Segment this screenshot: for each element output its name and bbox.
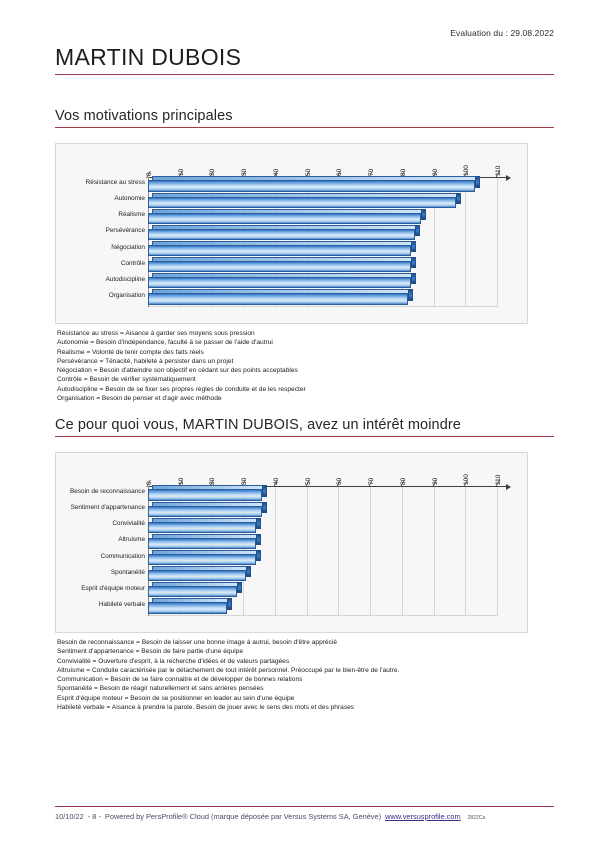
- bar-side-face: [256, 518, 261, 529]
- category-label: Contrôle: [120, 259, 145, 267]
- bar: [148, 261, 411, 272]
- axis-tick-label: 80: [400, 477, 408, 485]
- bar: [148, 245, 411, 256]
- category-label: Convivialité: [112, 520, 145, 528]
- category-label: Besoin de reconnaissance: [70, 488, 145, 496]
- axis-tick-label: 110: [495, 474, 503, 485]
- legend-line: Convivialité = Ouverture d'esprit, à la recherche d'idées et de valeurs partagées: [57, 657, 290, 665]
- section-1-title: Vos motivations principales: [55, 108, 233, 124]
- axis-tick-label: 100: [463, 165, 471, 176]
- footer-page-number: - 8 -: [87, 812, 101, 821]
- chart-2-floor-line: [148, 615, 497, 616]
- bar: [148, 602, 227, 613]
- page-title: MARTIN DUBOIS: [55, 44, 242, 70]
- section-heading-motivations: [55, 108, 554, 128]
- legend-line: Communication = Besoin de se faire connaitre et de développer de bonnes relations: [57, 676, 303, 684]
- chart-gridline: [465, 178, 466, 307]
- chart-1-category-axis: [64, 151, 148, 315]
- chart-1-floor-line: [148, 306, 497, 307]
- bar-side-face: [456, 193, 461, 204]
- chart-1-bars: [146, 151, 503, 315]
- bar: [148, 570, 246, 581]
- bar-side-face: [262, 485, 267, 496]
- title-divider: [55, 74, 554, 75]
- bar-side-face: [246, 566, 251, 577]
- axis-tick-label: 0: [146, 172, 154, 176]
- category-label: Habileté verbale: [98, 600, 145, 608]
- chart-gridline: [402, 487, 403, 616]
- section-2-title: Ce pour quoi vous, MARTIN DUBOIS, avez un intérêt moindre: [55, 417, 461, 433]
- axis-tick-label: 50: [304, 477, 312, 485]
- bar: [148, 197, 456, 208]
- legend-line: Habileté verbale = Aisance à prendre la parole. Besoin de jouer avec le sens des mots et des phrases: [57, 704, 355, 712]
- chart-gridline: [370, 487, 371, 616]
- legend-line: Spontanéité = Besoin de réagir naturellement et sans arrières pensées: [57, 685, 264, 693]
- chart-2-category-axis: [64, 460, 148, 624]
- legend-interet-moindre: [57, 638, 560, 712]
- bar-side-face: [262, 502, 267, 513]
- axis-tick-label: 60: [336, 168, 344, 176]
- legend-line: Sentiment d'appartenance = Besoin de faire partie d'une équipe: [57, 648, 243, 656]
- section-1-divider: [55, 127, 554, 128]
- bar-side-face: [411, 257, 416, 268]
- bar-side-face: [415, 225, 420, 236]
- chart-gridline: [465, 487, 466, 616]
- bar: [148, 506, 262, 517]
- legend-line: Persévérance = Ténacité, habileté à persister dans un projet: [57, 357, 234, 365]
- axis-tick-label: 30: [241, 477, 249, 485]
- axis-tick-label: 0: [146, 481, 154, 485]
- bar-side-face: [256, 534, 261, 545]
- axis-tick-label: 30: [241, 168, 249, 176]
- bar-side-face: [408, 289, 413, 300]
- legend-line: Esprit d'équipe moteur = Besoin de se positionner en leader au sein d'une équipe: [57, 694, 295, 702]
- category-label: Spontanéité: [110, 568, 145, 576]
- chart-motivations-principales: [55, 143, 528, 324]
- bar: [148, 277, 411, 288]
- axis-tick-label: 10: [177, 168, 185, 176]
- legend-line: Besoin de reconnaissance = Besoin de laisser une bonne image à autrui, besoin d'être apprécié: [57, 639, 338, 646]
- bar: [148, 522, 256, 533]
- category-label: Sentiment d'appartenance: [70, 504, 145, 512]
- legend-line: Négociation = Besoin d'atteindre son objectif en cédant sur des points acceptables: [57, 367, 298, 375]
- title-block: [55, 44, 554, 75]
- bar: [148, 554, 256, 565]
- axis-tick-label: 90: [431, 168, 439, 176]
- axis-tick-label: 110: [495, 165, 503, 176]
- axis-tick-label: 100: [463, 474, 471, 485]
- category-label: Autonomie: [114, 195, 145, 203]
- category-label: Autodiscipline: [105, 275, 145, 283]
- section-heading-interet-moindre: [55, 417, 554, 437]
- axis-tick-label: 90: [431, 477, 439, 485]
- chart-gridline: [497, 178, 498, 307]
- chart-gridline: [307, 487, 308, 616]
- bar-side-face: [237, 582, 242, 593]
- category-label: Communication: [100, 552, 145, 560]
- axis-tick-label: 70: [368, 168, 376, 176]
- chart-1-plot-area: [64, 151, 519, 315]
- axis-tick-label: 40: [273, 477, 281, 485]
- chart-2-bars: [146, 460, 503, 624]
- footer-powered-by: Powered by PersProfile® Cloud (marque déposée par Versus Systems SA, Genève): [104, 812, 382, 821]
- bar: [148, 293, 408, 304]
- legend-line: Organisation = Besoin de penser et d'agir avec méthode: [57, 395, 222, 403]
- bar: [148, 229, 415, 240]
- bar-side-face: [227, 598, 232, 609]
- bar: [148, 586, 237, 597]
- chart-gridline: [497, 487, 498, 616]
- axis-tick-label: 80: [400, 168, 408, 176]
- legend-line: Altruisme = Conduite caractérisée par le détachement de tout intérêt personnel. Préoccupé par le bien-être de l'autre.: [57, 666, 400, 674]
- category-label: Négociation: [111, 243, 145, 251]
- legend-line: Autodiscipline = Besoin de se fixer ses propres règles de conduite et de les respecter: [57, 385, 306, 393]
- legend-motivations: [57, 329, 560, 403]
- section-2-divider: [55, 436, 554, 437]
- axis-tick-label: 40: [273, 168, 281, 176]
- footer-date: 10/10/22: [55, 812, 84, 821]
- chart-2-plot-area: [64, 460, 519, 624]
- bar-side-face: [411, 241, 416, 252]
- category-label: Esprit d'équipe moteur: [81, 584, 145, 592]
- chart-gridline: [275, 487, 276, 616]
- bar-side-face: [421, 209, 426, 220]
- chart-gridline: [434, 487, 435, 616]
- bar: [148, 489, 262, 500]
- chart-2-value-axis-labels: [146, 460, 503, 486]
- footer-divider: [55, 806, 554, 807]
- legend-line: Réalisme = Volonté de tenir compte des faits réels: [57, 348, 204, 356]
- bar: [148, 180, 475, 191]
- bar: [148, 213, 421, 224]
- category-label: Réalisme: [118, 211, 145, 219]
- axis-tick-label: 70: [368, 477, 376, 485]
- legend-line: Résistance au stress = Aisance à garder ses moyens sous pression: [57, 330, 255, 337]
- category-label: Organisation: [108, 291, 145, 299]
- axis-tick-label: 10: [177, 477, 185, 485]
- bar: [148, 538, 256, 549]
- axis-tick-label: 60: [336, 477, 344, 485]
- footer-doc-code: 2822Ca: [467, 815, 486, 821]
- footer-website-link[interactable]: www.versusprofile.com: [385, 812, 461, 821]
- axis-tick-label: 20: [209, 477, 217, 485]
- legend-line: Autonomie = Besoin d'indépendance, faculté à se passer de l'aide d'autrui: [57, 339, 273, 347]
- category-label: Altruisme: [118, 536, 145, 544]
- chart-interet-moindre: [55, 452, 528, 633]
- page-footer: [55, 812, 558, 821]
- axis-tick-label: 20: [209, 168, 217, 176]
- axis-tick-label: 50: [304, 168, 312, 176]
- category-label: Résistance au stress: [85, 179, 145, 187]
- bar-side-face: [475, 176, 480, 187]
- bar-side-face: [256, 550, 261, 561]
- evaluation-date: Evaluation du : 29.08.2022: [450, 28, 554, 38]
- legend-line: Contrôle = Besoin de vérifier systématiquement: [57, 376, 196, 384]
- chart-gridline: [338, 487, 339, 616]
- bar-side-face: [411, 273, 416, 284]
- chart-1-value-axis-labels: [146, 151, 503, 177]
- category-label: Persévérance: [105, 227, 145, 235]
